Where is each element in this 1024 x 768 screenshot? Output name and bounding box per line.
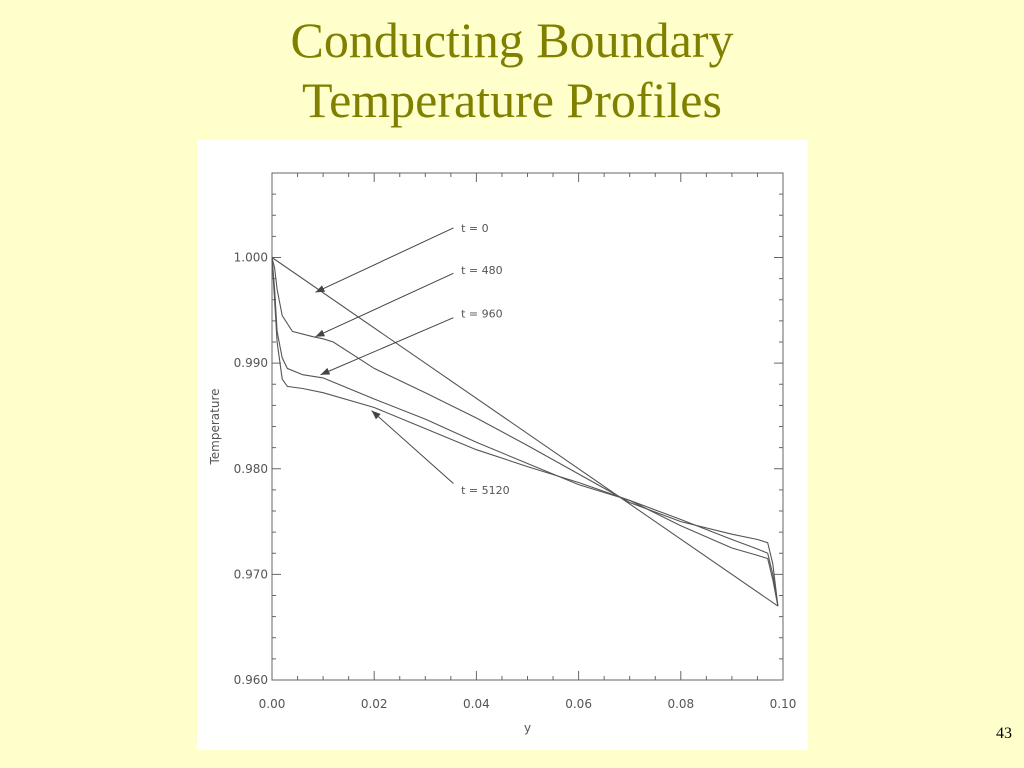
y-axis-label: Temperature [208, 388, 222, 465]
page-number: 43 [996, 725, 1012, 742]
plot-frame [272, 173, 783, 680]
slide-title-line-2: Temperature Profiles [302, 72, 722, 128]
x-axis-label: y [523, 721, 532, 735]
x-tick-label: 0.10 [769, 697, 797, 711]
x-tick-label: 0.06 [565, 697, 592, 711]
annotation-label-3: t = 5120 [461, 483, 510, 497]
x-tick-label: 0.00 [258, 697, 286, 711]
slide-title-line-1: Conducting Boundary [290, 12, 734, 68]
x-tick-label: 0.08 [667, 697, 695, 711]
y-tick-label: 0.970 [233, 567, 268, 582]
y-tick-label: 1.000 [233, 250, 268, 265]
chart-figure [197, 140, 808, 750]
temperature-chart [197, 140, 808, 750]
y-tick-label: 0.990 [233, 356, 268, 371]
annotation-arrow-3 [372, 411, 454, 484]
x-tick-label: 0.04 [463, 697, 490, 711]
annotation-label-1: t = 480 [461, 264, 503, 278]
annotation-label-2: t = 960 [461, 307, 503, 321]
y-tick-label: 0.960 [233, 673, 268, 687]
slide-title [0, 10, 1024, 130]
series-line-0 [272, 258, 778, 607]
x-tick-label: 0.02 [360, 697, 388, 711]
y-tick-label: 0.980 [233, 461, 268, 476]
annotation-label-0: t = 0 [461, 221, 489, 235]
